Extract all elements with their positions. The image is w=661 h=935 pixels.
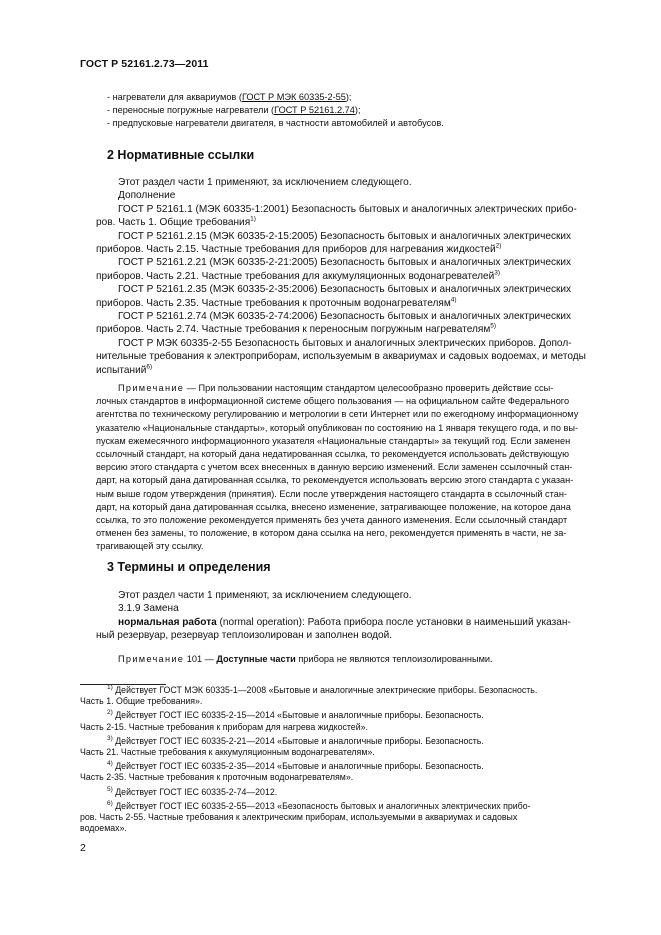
defined-term: нормальная работа <box>118 616 217 628</box>
page-header-title: ГОСТ Р 52161.2.73—2011 <box>80 58 209 70</box>
footnote-marker: 2) <box>495 242 502 250</box>
paragraph: 3.1.9 Замена <box>118 603 179 615</box>
footnote-marker: 5) <box>490 323 497 331</box>
footnote-marker: 6) <box>146 363 153 371</box>
list-item: - переносные погружные нагреватели (ГОСТ Р 52161.2.74); <box>107 105 361 116</box>
footnote: $^{5)}$ Действует ГОСТ IEC 60335-2-74—2012. <box>107 785 278 797</box>
footnote-marker: 4) <box>450 296 457 304</box>
section2-body <box>96 176 615 377</box>
reference-item: ГОСТ Р 52161.2.74 (МЭК 60335-2-74:2006) Безопасность бытовых и аналогичных электрических приборов. Часть 2.74. Частные требования к переносным погружным нагревателям$^{5)}$ <box>96 311 572 336</box>
definition: нормальная работа (normal operation): Работа прибора после установки в наименьший указан- <box>118 616 571 628</box>
reference-item: ГОСТ Р 52161.2.15 (МЭК 60335-2-15:2005) Безопасность бытовых и аналогичных электрических приборов. Часть 2.15. Частные требования для приборов для нагревания жидкостей$^{2)}$ <box>96 230 572 256</box>
footnote: $^{2)}$ Действует ГОСТ IEC 60335-2-15—2014 «Бытовые и аналогичные приборы. Безопасность. Часть 2-15. Частные требования к приборам для нагрева жидкостей». <box>80 709 484 732</box>
footnotes <box>80 685 615 834</box>
note-label: Примечание <box>118 383 185 393</box>
section-heading: 2 Нормативные ссылки <box>107 148 255 162</box>
footnote: $^{4)}$ Действует ГОСТ IEC 60335-2-35—2014 «Бытовые и аналогичные приборы. Безопасность. Часть 2-35. Частные требования к проточным водонагревателям». <box>80 760 484 783</box>
paragraph: Этот раздел части 1 применяют, за исключением следующего. <box>118 590 412 601</box>
paragraph: Дополнение <box>118 190 176 202</box>
section3-body: Этот раздел части 1 применяют, за исключением следующего. 3.1.9 Замена нормальная работа (normal operation): Работа прибора после установки в наименьший указан- ный резервуар, резервуар теплоизолирован и заполнен водой. Примечание 101 — Доступные части прибора не являются теплоизолированными. <box>107 589 615 666</box>
note-block: Примечание 101 — Доступные части прибора не являются теплоизолированными. <box>118 653 493 664</box>
footnote-marker: 3) <box>494 269 501 277</box>
reference-item: ГОСТ Р 52161.2.21 (МЭК 60335-2-21:2005) Безопасность бытовых и аналогичных электрических приборов. Часть 2.21. Частные требования для аккумуляционных водонагревателей$^{3)}$ <box>96 257 572 282</box>
reference-link[interactable]: ГОСТ Р 52161.2.74 <box>274 105 355 116</box>
page-number: 2 <box>80 842 86 854</box>
footnote: $^{1)}$ Действует ГОСТ МЭК 60335-1—2008 «Бытовые и аналогичные электрические приборы. Безопасность. Часть 1. Общие требования». <box>80 684 538 707</box>
note-text: лочных стандартов в информационной системе общего пользования — на официальном сайте Федерального агентства по техническому регулированию и метрологии в сети Интернет или по ежегодному информационному указателю «Национальные стандарты», который опубликован по состоянию на 1 января текущего года, и по вы- пускам ежемесячного информационного указателя «Национальные стандарты» за текущий год. Если заменен ссылочный стандарт, на который дана недатированная ссылка, то рекомендуется использовать действующую версию этого стандарта с учетом всех внесенных в данную версию изменений. Если заменен ссылочный стан- дарт, на который дана датированная ссылка, то рекомендуется использовать версию этого стандарта с указан- ным выше годом утверждения (принятия). Если после утверждения настоящего стандарта в ссылочный стан- дарт, на который дана датированная ссылка, внесено изменение, затрагивающее положение, на которое дана ссылка, то это положение рекомендуется применять без учета данного изменения. Если ссылочный стандарт отменен без замены, то положение, в котором дана ссылка на него, рекомендуется применять в части, не за- трагивающей эту ссылку. <box>96 396 579 552</box>
footnote: $^{6)}$ Действует ГОСТ IEC 60335-2-55—2013 «Безопасность бытовых и аналогичных электрических прибо- ров. Часть 2-55. Частные требования к электрическим приборам, используемыми в аквариумах и садовых водоемах». <box>80 799 531 834</box>
reference-item: ГОСТ Р 52161.1 (МЭК 60335-1:2001) Безопасность бытовых и аналогичных электрических прибо- ров. Часть 1. Общие требования$^{1)}$ <box>96 203 577 229</box>
note-label: Примечание <box>118 653 185 664</box>
intro-list <box>107 91 615 131</box>
footnote: $^{3)}$ Действует ГОСТ IEC 60335-2-21—2014 «Бытовые и аналогичные приборы. Безопасность. Часть 21. Частные требования к аккумуляционным водонагревателям». <box>80 734 484 758</box>
footnote-marker: 1) <box>250 215 256 223</box>
paragraph: Этот раздел части 1 применяют, за исключением следующего. <box>118 177 412 188</box>
reference-link[interactable]: ГОСТ Р МЭК 60335-2-55 <box>241 92 346 102</box>
list-item: - нагреватели для аквариумов (ГОСТ Р МЭК 60335-2-55); <box>107 92 352 102</box>
reference-item: ГОСТ Р МЭК 60335-2-55 Безопасность бытовых и аналогичных электрических приборов. Допол- нительные требования к электроприборам, используемым в аквариумах и садовых водоемах, и методы испытаний$^{6)}$ <box>96 337 586 376</box>
list-item: - предпусковые нагреватели двигателя, в частности автомобилей и автобусов. <box>107 118 444 129</box>
reference-item: ГОСТ Р 52161.2.35 (МЭК 60335-2-35:2006) Безопасность бытовых и аналогичных электрических приборов. Часть 2.35. Частные требования к проточным водонагревателям$^{4)}$ <box>96 284 572 309</box>
note-block: Примечание — При пользовании настоящим стандартом целесообразно проверить действие ссы- лочных стандартов в информационной системе общего пользования — на официальном сайте Федерального агентства по техническому регулированию и метрологии в сети Интернет или по ежегодному информационному указателю «Национальные стандарты», который опубликован по состоянию на 1 января текущего года, и по вы- пускам ежемесячного информационного указателя «Национальные стандарты» за текущий год. Если заменен ссылочный стандарт, на который дана недатированная ссылка, то рекомендуется использовать действующую версию этого стандарта с учетом всех внесенных в данную версию изменений. Если заменен ссылочный стан- дарт, на который дана датированная ссылка, то рекомендуется использовать версию этого стандарта с указан- ным выше годом утверждения (принятия). Если после утверждения настоящего стандарта в ссылочный стан- дарт, на который дана датированная ссылка, внесено изменение, затрагивающее положение, на которое дана ссылка, то это положение рекомендуется применять без учета данного изменения. Если ссылочный стандарт отменен без замены, то положение, в котором дана ссылка на него, рекомендуется применять в части, не за- трагивающей эту ссылку. <box>107 382 615 554</box>
section-heading: 3 Термины и определения <box>107 560 271 574</box>
